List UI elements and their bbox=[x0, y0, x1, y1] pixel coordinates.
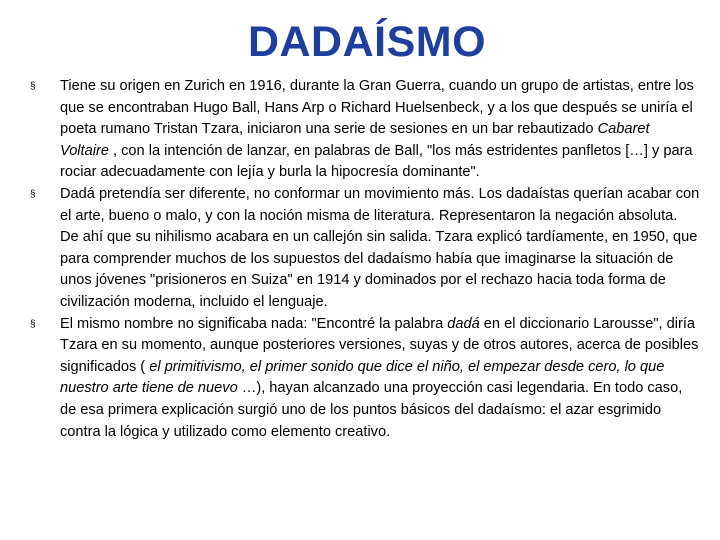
text-segment: en el diccionario Larousse", diría Tzara en su momento, aunque posteriores versiones, suyas y de otros autores, acerca de posibles significados ( bbox=[60, 315, 699, 375]
text-segment: , con la intención de lanzar, en palabras de Ball, "los más estridentes panfletos […] y para rociar adecuadamente con lejía y burla la hipocresía dominante". bbox=[60, 142, 693, 181]
bullet-marker-icon: § bbox=[30, 318, 36, 330]
bullet-marker-icon: § bbox=[30, 188, 36, 200]
bullet-item-3 bbox=[30, 314, 700, 444]
bullet-item-2 bbox=[30, 184, 700, 314]
bullet-marker-icon: § bbox=[30, 81, 36, 92]
text-segment: El mismo nombre no significaba nada: "Encontré la palabra bbox=[60, 315, 448, 332]
italic-segment: el primitivismo, el primer sonido que dice el niño, el empezar desde cero, lo que nuestro arte tiene de nuevo bbox=[60, 358, 665, 397]
bullet-text bbox=[60, 76, 700, 184]
bullet-item-1 bbox=[30, 76, 700, 184]
bullet-list bbox=[30, 76, 700, 443]
text-segment: Tiene su origen en Zurich en 1916, durante la Gran Guerra, cuando un grupo de artistas, entre los que se encontraban Hugo Ball, Hans Arp o Richard Huelsenbeck, y a los que después se uniría el poeta rumano Tristan Tzara, iniciaron una serie de sesiones en un bar rebautizado bbox=[60, 78, 694, 138]
bullet-text bbox=[60, 314, 700, 444]
text-segment: Dadá pretendía ser diferente, no conformar un movimiento más. Los dadaístas querían acabar con el arte, bueno o malo, y con la noción misma de literatura. Representaron la negación absoluta. De ahí que su nihilismo acabara en un callejón sin salida. Tzara explicó tardíamente, en 1950, que para comprender muchos de los supuestos del dadaísmo había que imaginarse la situación de unos jóvenes "prisioneros en Suiza" en 1914 y dominados por el rechazo hacia toda forma de civilización moderna, incluido el lenguaje. bbox=[60, 185, 700, 310]
italic-segment: dadá bbox=[447, 315, 480, 332]
text-segment: …), hayan alcanzado una proyección casi legendaria. En todo caso, de esa primera explicación surgió uno de los puntos básicos del dadaísmo: el azar esgrimido contra la lógica y utilizado como elemento creativo. bbox=[60, 380, 683, 440]
italic-segment: Cabaret Voltaire bbox=[60, 121, 650, 159]
bullet-text bbox=[60, 184, 700, 314]
slide-title: DADAÍSMO bbox=[247, 18, 487, 66]
